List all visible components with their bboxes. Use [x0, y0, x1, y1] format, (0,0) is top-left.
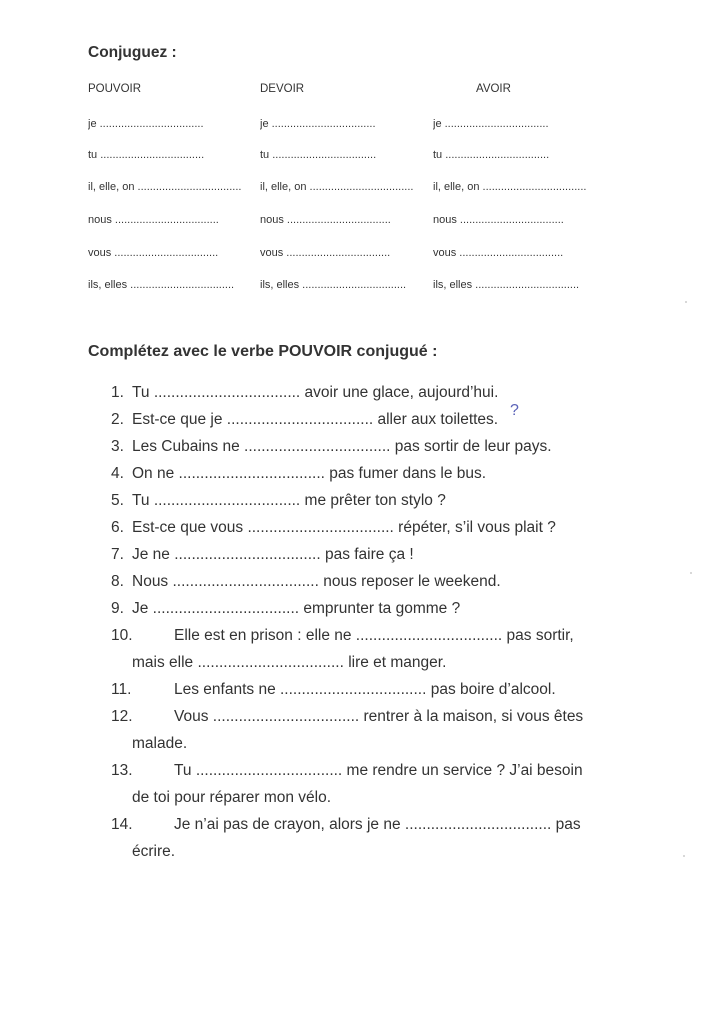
- section2-title: Complétez avec le verbe POUVOIR conjugué :: [88, 343, 438, 360]
- exercise-sentence-continuation[interactable]: de toi pour réparer mon vélo.: [132, 789, 332, 806]
- exercise-number: 13.: [111, 762, 133, 779]
- conjugation-blank[interactable]: ils, elles ..................................: [88, 279, 235, 291]
- conjugation-blank[interactable]: je ..................................: [88, 118, 204, 130]
- conjugation-blank[interactable]: il, elle, on ..................................: [260, 181, 414, 193]
- conjugation-blank[interactable]: vous ..................................: [88, 247, 219, 259]
- conjugation-blank[interactable]: je ..................................: [433, 118, 549, 130]
- exercise-sentence-continuation[interactable]: mais elle .................................. lire et manger.: [132, 654, 447, 671]
- exercise-sentence[interactable]: Je .................................. emprunter ta gomme ?: [132, 600, 461, 617]
- exercise-sentence[interactable]: Tu .................................. me rendre un service ? J’ai besoin: [174, 762, 583, 779]
- exercise-number: 2.: [111, 411, 124, 428]
- exercise-sentence[interactable]: On ne .................................. pas fumer dans le bus.: [132, 465, 487, 482]
- exercise-sentence[interactable]: Est-ce que vous .................................. répéter, s’il vous plait ?: [132, 519, 556, 536]
- exercise-number: 1.: [111, 384, 124, 401]
- exercise-sentence[interactable]: Je ne .................................. pas faire ça !: [132, 546, 414, 563]
- conjugation-blank[interactable]: il, elle, on ..................................: [88, 181, 242, 193]
- exercise-sentence[interactable]: Je n’ai pas de crayon, alors je ne .................................. pas: [174, 816, 581, 833]
- conjugation-blank[interactable]: nous ..................................: [433, 214, 564, 226]
- conjugation-blank[interactable]: nous ..................................: [88, 214, 219, 226]
- conjugation-blank[interactable]: ils, elles ..................................: [260, 279, 407, 291]
- exercise-sentence[interactable]: Nous .................................. nous reposer le weekend.: [132, 573, 501, 590]
- column-header-devoir: DEVOIR: [260, 83, 305, 95]
- exercise-number: 6.: [111, 519, 124, 536]
- exercise-number: 14.: [111, 816, 133, 833]
- exercise-sentence-continuation[interactable]: malade.: [132, 735, 188, 752]
- scan-speck: [690, 572, 692, 574]
- exercise-number: 3.: [111, 438, 124, 455]
- exercise-number: 10.: [111, 627, 133, 644]
- scan-speck: [683, 855, 685, 857]
- exercise-number: 5.: [111, 492, 124, 509]
- exercise-sentence[interactable]: Elle est en prison : elle ne .................................. pas sortir,: [174, 627, 574, 644]
- scan-speck: [685, 301, 687, 303]
- exercise-sentence[interactable]: Est-ce que je .................................. aller aux toilettes.: [132, 411, 499, 428]
- exercise-sentence[interactable]: Les enfants ne .................................. pas boire d’alcool.: [174, 681, 556, 698]
- conjugation-blank[interactable]: nous ..................................: [260, 214, 391, 226]
- exercise-number: 8.: [111, 573, 124, 590]
- exercise-sentence[interactable]: Tu .................................. me prêter ton stylo ?: [132, 492, 446, 509]
- handwritten-question-mark: ?: [510, 402, 519, 419]
- conjugation-blank[interactable]: vous ..................................: [260, 247, 391, 259]
- column-header-avoir: AVOIR: [476, 83, 511, 95]
- exercise-number: 12.: [111, 708, 133, 725]
- exercise-sentence[interactable]: Vous .................................. rentrer à la maison, si vous êtes: [174, 708, 584, 725]
- exercise-sentence[interactable]: Les Cubains ne .................................. pas sortir de leur pays.: [132, 438, 552, 455]
- conjugation-blank[interactable]: tu ..................................: [433, 149, 550, 161]
- exercise-sentence-continuation[interactable]: écrire.: [132, 843, 176, 860]
- exercise-number: 4.: [111, 465, 124, 482]
- conjugation-blank[interactable]: il, elle, on ..................................: [433, 181, 587, 193]
- conjugation-blank[interactable]: je ..................................: [260, 118, 376, 130]
- exercise-number: 11.: [111, 681, 132, 698]
- conjugation-blank[interactable]: ils, elles ..................................: [433, 279, 580, 291]
- exercise-number: 7.: [111, 546, 124, 563]
- exercise-sentence[interactable]: Tu .................................. avoir une glace, aujourd’hui.: [132, 384, 499, 401]
- exercise-number: 9.: [111, 600, 124, 617]
- column-header-pouvoir: POUVOIR: [88, 83, 142, 95]
- conjugation-blank[interactable]: tu ..................................: [88, 149, 205, 161]
- conjugation-blank[interactable]: vous ..................................: [433, 247, 564, 259]
- conjugation-blank[interactable]: tu ..................................: [260, 149, 377, 161]
- section1-title: Conjuguez :: [88, 44, 177, 61]
